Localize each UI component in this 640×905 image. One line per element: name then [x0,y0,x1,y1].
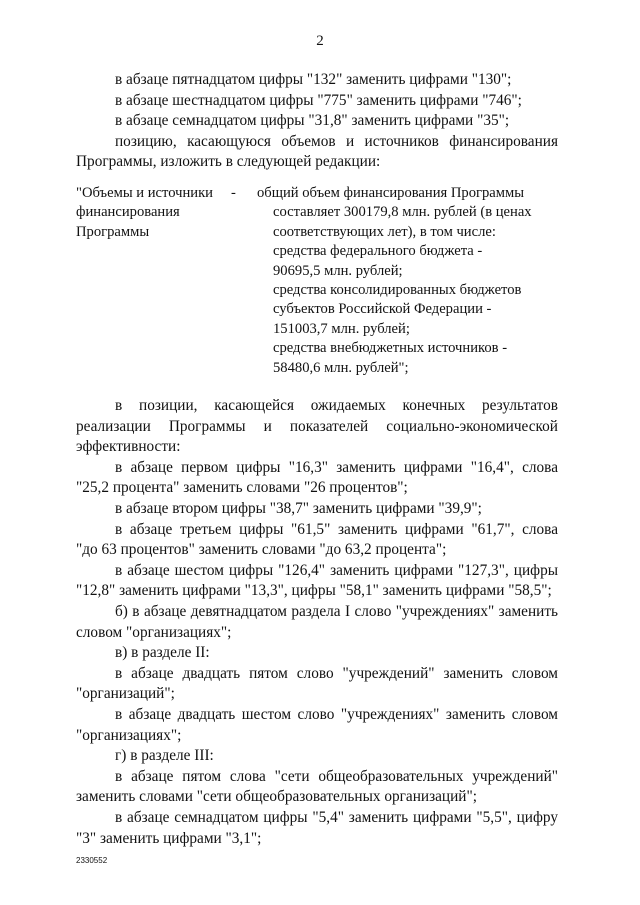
funding-line: средства консолидированных бюджетов [273,282,522,298]
results-intro-line-3: эффективности: [76,438,181,456]
funding-line: 151003,7 млн. рублей; [273,320,410,337]
results-item-1-line-2: "25,2 процента" заменить словами "26 процентов"; [76,479,408,497]
section-g-heading: г) в разделе III: [115,747,214,765]
page-number: 2 [316,33,324,49]
section-v-item-1-line-2: "организаций"; [76,685,175,703]
funding-table [76,184,558,378]
funding-table-label: "Объемы и источники финансирования Программы [76,184,213,240]
funding-table-value [257,184,558,378]
funding-table-dash: - [231,184,236,201]
funding-line: составляет 300179,8 млн. рублей (в ценах [273,204,532,221]
amendment-paragraph-16: в абзаце шестнадцатом цифры "775" заменить цифрами "746"; [115,91,522,109]
funding-line: общий объем финансирования Программы [257,184,525,201]
section-v-item-2-line-1: в абзаце двадцать шестом слово "учреждениях" заменить словом [115,705,558,723]
section-g-item-2-line-1: в абзаце семнадцатом цифры "5,4" заменить цифрами "5,5", цифру [115,808,558,826]
amendment-paragraph-15: в абзаце пятнадцатом цифры "132" заменить цифрами "130"; [115,71,512,88]
amendment-paragraph-17: в абзаце семнадцатом цифры "31,8" заменить цифрами "35"; [115,112,510,130]
results-item-3-line-1: в абзаце третьем цифры "61,5" заменить цифрами "61,7", слова [115,520,558,538]
results-item-2-line-1: в абзаце втором цифры "38,7" заменить цифрами "39,9"; [115,500,482,517]
funding-line: субъектов Российской Федерации - [273,301,492,318]
results-item-3-line-2: "до 63 процентов" заменить словами "до 63,2 процента"; [76,541,447,559]
results-item-4-line-2: "12,8" заменить цифрами "13,3", цифры "58,1" заменить цифрами "58,5"; [76,582,552,600]
section-g-item-2-line-2: "3" заменить цифрами "3,1"; [76,829,262,847]
funding-line: средства федерального бюджета - [273,243,483,260]
funding-line: 90695,5 млн. рублей; [273,262,403,279]
funding-line: соответствующих лет), в том числе: [273,223,496,240]
section-b-line-2: словом "организациях"; [76,623,232,641]
section-v-item-1-line-1: в абзаце двадцать пятом слово "учреждений" заменить словом [115,664,558,682]
section-g-item-1-line-2: заменить словами "сети общеобразовательных организаций"; [76,788,477,806]
funding-line: средства внебюджетных источников - [273,340,508,357]
section-b-line-1: б) в абзаце девятнадцатом раздела I слово "учреждениях" заменить [115,602,558,620]
funding-line: 58480,6 млн. рублей"; [273,359,409,376]
results-item-4-line-1: в абзаце шестом цифры "126,4" заменить цифрами "127,3", цифры [115,561,558,579]
document-body [76,70,558,849]
section-v-heading: в) в разделе II: [115,644,210,662]
section-g-item-1-line-1: в абзаце пятом слова "сети общеобразовательных учреждений" [115,767,558,785]
section-v-item-2-line-2: "организациях"; [76,726,182,744]
position-intro-line-2: Программы, изложить в следующей редакции: [76,153,381,171]
position-intro-line-1: позицию, касающуюся объемов и источников финансирования [115,132,558,150]
results-item-1-line-1: в абзаце первом цифры "16,3" заменить цифрами "16,4", слова [115,458,558,476]
results-intro-line-1: в позиции, касающейся ожидаемых конечных результатов [115,397,558,415]
document-code: 2330552 [76,856,108,865]
results-intro-line-2: реализации Программы и показателей социально-экономической [76,417,558,435]
